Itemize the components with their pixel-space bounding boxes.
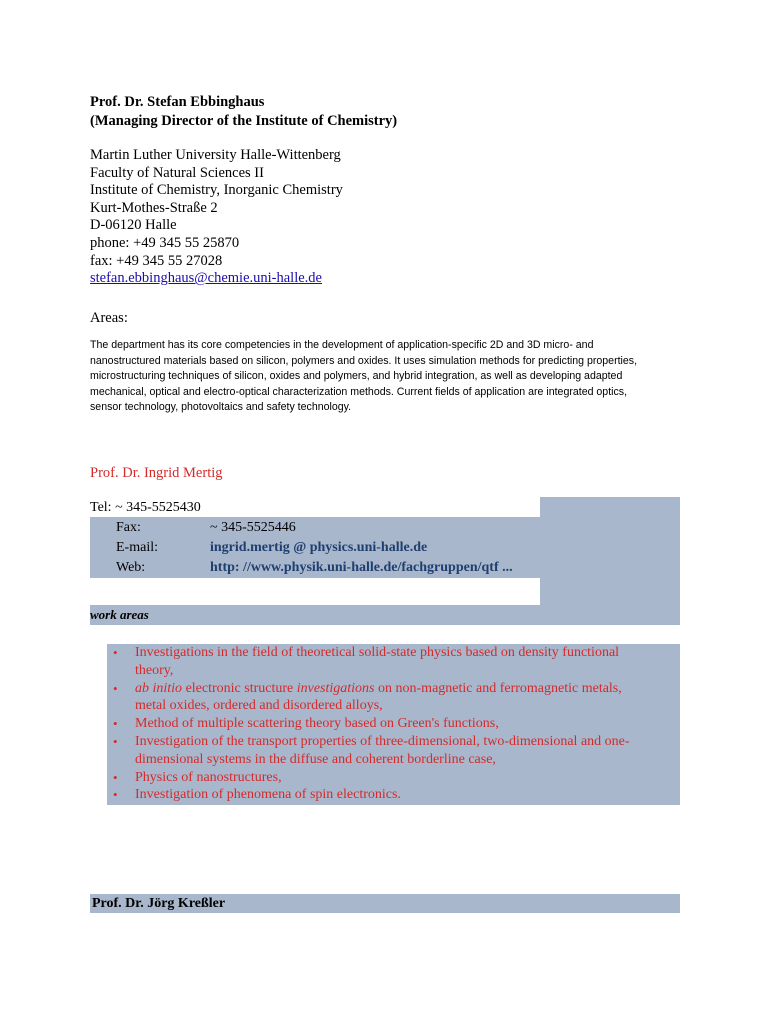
ebbinghaus-header [90,93,397,131]
email-label: E-mail: [116,540,158,555]
bullet-icon: • [113,716,118,732]
text-span: electronic structure [182,680,297,696]
kressler-name: Prof. Dr. Jörg Kreßler [92,896,226,911]
list-item [107,715,667,733]
address-line: Martin Luther University Halle-Wittenberg [90,147,341,163]
bullet-icon: • [113,787,118,803]
list-item [107,786,667,804]
areas-line: mechanical, optical and electro-optical characterization methods. Current fields of application are integrated optics, [90,385,628,398]
areas-heading: Areas: [90,310,128,326]
italic-term: ab initio [135,680,183,696]
bullet-icon: • [113,733,118,749]
mertig-name: Prof. Dr. Ingrid Mertig [90,465,223,481]
list-item-text: Investigations in the field of theoretical solid-state physics based on density functional [135,645,620,660]
text-span: on non-magnetic and ferromagnetic metals, [374,680,622,696]
italic-term: investigations [296,680,375,696]
bullet-icon: • [113,645,118,660]
areas-paragraph [90,338,690,416]
mertig-fax-row [116,519,296,536]
address-line: Kurt-Mothes-Straße 2 [90,199,218,216]
address-line: D-06120 Halle [90,217,177,234]
ebbinghaus-role: (Managing Director of the Institute of Chemistry) [90,113,398,129]
work-areas-heading: work areas [90,607,149,622]
address-line: Institute of Chemistry, Inorganic Chemistry [90,182,343,199]
work-areas-list [107,644,667,804]
list-item [107,769,667,787]
list-item-text: Investigation of the transport properties of three-dimensional, two-dimensional and one- [135,733,630,749]
web-label: Web: [116,560,146,575]
fax-label: Fax: [116,520,141,535]
mertig-email-link[interactable]: ingrid.mertig @ physics.uni-halle.de [210,540,428,555]
areas-line: The department has its core competencies in the development of application-specific 2D and 3D micro- and [90,339,594,351]
list-item-text: Physics of nanostructures, [135,769,282,785]
areas-line: microstructuring techniques of silicon, oxides and polymers, and hybrid integration, as well as developing adapted [90,370,623,383]
ebbinghaus-address [90,147,343,288]
mertig-web-row [116,559,513,576]
ebbinghaus-email-link[interactable]: stefan.ebbinghaus@chemie.uni-halle.de [90,270,322,287]
list-item [107,733,667,769]
list-item-text: metal oxides, ordered and disordered alloys, [135,698,383,714]
list-item-text: Investigation of phenomena of spin electronics. [135,787,401,803]
areas-line: sensor technology, photovoltaics and safety technology. [90,401,352,414]
fax-value: ~ 345-5525446 [210,520,296,535]
fax-line: fax: +49 345 55 27028 [90,252,223,269]
mertig-web-link[interactable]: http: //www.physik.uni-halle.de/fachgruppen/qtf ... [210,560,513,575]
areas-line: nanostructured materials based on silicon, polymers and oxides. It uses simulation methods for predicting properties, [90,354,638,367]
list-item-text: Method of multiple scattering theory based on Green's functions, [135,716,499,732]
list-item-text: dimensional systems in the diffuse and coherent borderline case, [135,751,496,767]
work-areas-bar [90,605,680,625]
list-item-text: theory, [135,662,174,678]
address-line: Faculty of Natural Sciences II [90,164,264,181]
list-item-text [135,680,667,698]
list-item [107,644,667,680]
bullet-icon: • [113,769,118,785]
bullet-icon: • [113,680,118,696]
mertig-tel: Tel: ~ 345-5525430 [90,500,201,515]
list-item [107,680,667,716]
phone-line: phone: +49 345 55 25870 [90,234,240,251]
mertig-email-row [116,539,427,556]
ebbinghaus-name: Prof. Dr. Stefan Ebbinghaus [90,94,265,110]
